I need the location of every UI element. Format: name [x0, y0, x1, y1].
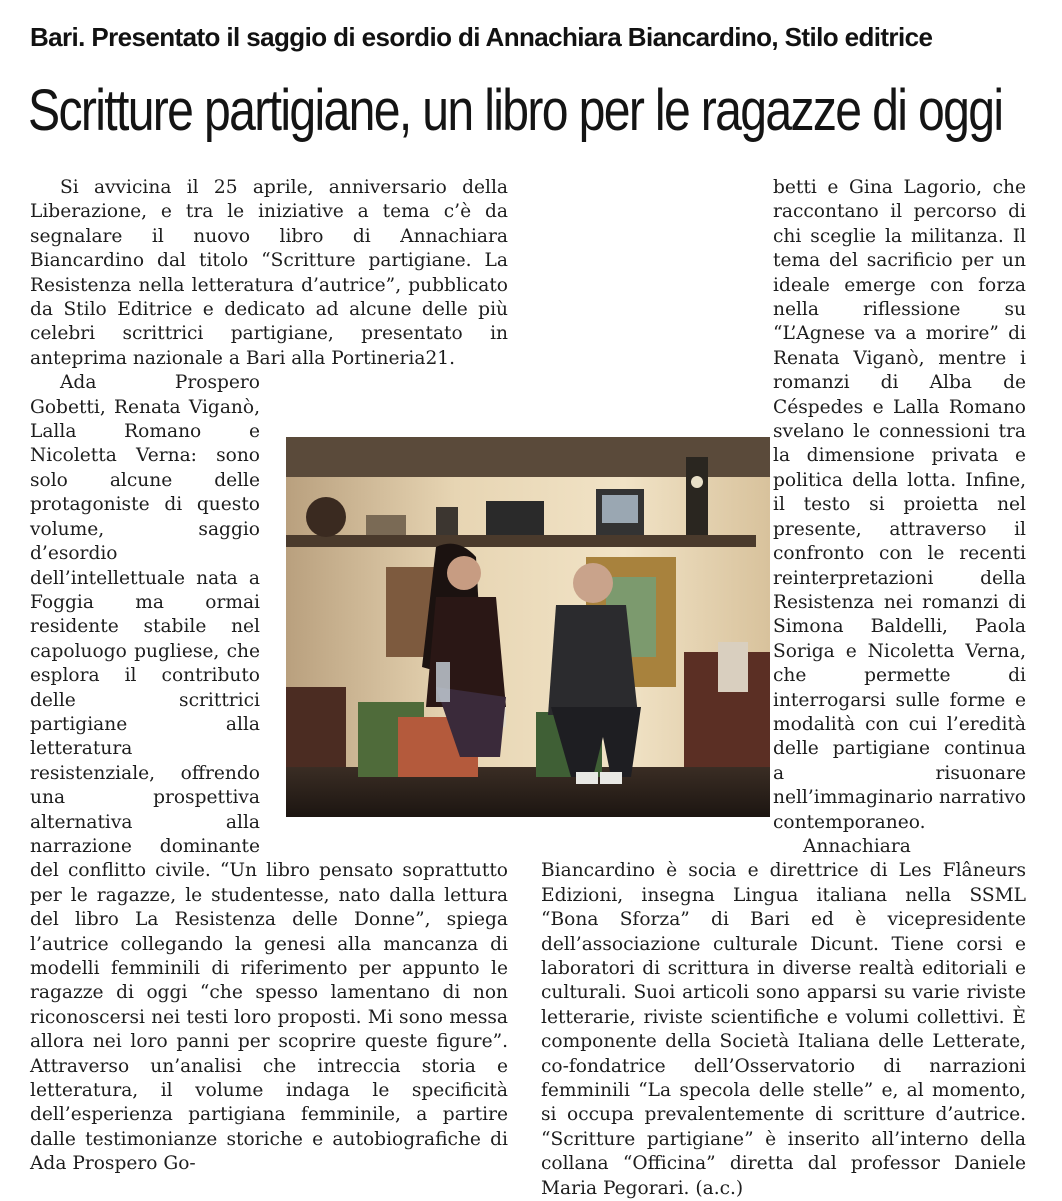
article-kicker: Bari. Presentato il saggio di esordio di Annachiara Biancardino, Stilo editrice [30, 22, 933, 52]
photo-illustration [286, 437, 770, 817]
paragraph-protagonists: Ada Prospero Gobetti, Renata Viganò, Lalla Romano e Nicoletta Verna: sono solo alcune delle protagoniste di questo volume, saggio d’esordio dell’intellettuale nata a Foggia ma ormai residente stabile nel capoluogo pugliese, che esplora il contributo delle scrittrici partigiane alla letteratura resistenziale, offrendo una prospettiva alternativa alla narrazione dominante del conflitto civile. “Un libro pensato soprattutto per le ragazze, le studentesse, nato dalla lettura del libro La Resistenza delle Donne”, spiega l’autrice collegando la genesi alla mancanza di modelli femminili di riferimento per appunto le ragazze di oggi “che spesso lamentano di non riconoscersi nei testi loro proposti. Mi sono messa allora nei loro panni per scoprire queste figure”. Attraverso un’analisi che intreccia storia e letteratura, il volume indaga le specificità dell’esperienza partigiana femminile, a partire dalle testimonianze storiche e autobiografiche di Ada Prospero Go- [30, 372, 508, 1175]
paragraph-intro: Si avvicina il 25 aprile, anniversario della Liberazione, e tra le iniziative a tema c’è da segnalare il nuovo libro di Annachiara Biancardino dal titolo “Scritture partigiane. La Resistenza nella letteratura d’autrice”, pubblicato da Stilo Editrice e dedicato ad alcune delle più celebri scrittrici partigiane, presentato in anteprima nazionale a Bari alla Portineria21. [30, 177, 508, 369]
article-headline: Scritture partigiane, un libro per le ragazze di oggi [28, 78, 1003, 143]
paragraph-themes: betti e Gina Lagorio, che raccontano il percorso di chi sceglie la militanza. Il tema del sacrificio per un ideale emerge con forza nella riflessione su “L’Agnese va a morire” di Renata Viganò, mentre i romanzi di Alba de Céspedes e Lalla Romano svelano le connessioni tra la dimensione privata e politica della lotta. Infine, il testo si proietta nel presente, attraverso il confronto con le recenti reinterpretazioni della Resistenza nei romanzi di Simona Baldelli, Paola Soriga e Nicoletta Verna, che permette di interrogarsi sulle forme e modalità con cui l’eredità delle partigiane continua a risuonare nell’immaginario narrativo contemporaneo. [773, 177, 1026, 833]
paragraph-author-bio: Annachiara Biancardino è socia e direttrice di Les Flâneurs Edizioni, insegna Lingua italiana nella SSML “Bona Sforza” di Bari ed è vicepresidente dell’associazione culturale Dicunt. Tiene corsi e laboratori di scrittura in diverse realtà editoriali e culturali. Suoi articoli sono apparsi su varie riviste letterarie, riviste scientifiche e volumi collettivi. È componente della Società Italiana delle Letterate, co-fondatrice dell’Osservatorio di narrazioni femminili “La specola delle stelle” e, al momento, si occupa prevalentemente di scritture d’autrice. “Scritture partigiane” è inserito all’interno della collana “Officina” diretta dal professor Daniele Maria Pegorari. (a.c.) [541, 835, 1026, 1199]
book-presentation-photo [286, 437, 770, 817]
